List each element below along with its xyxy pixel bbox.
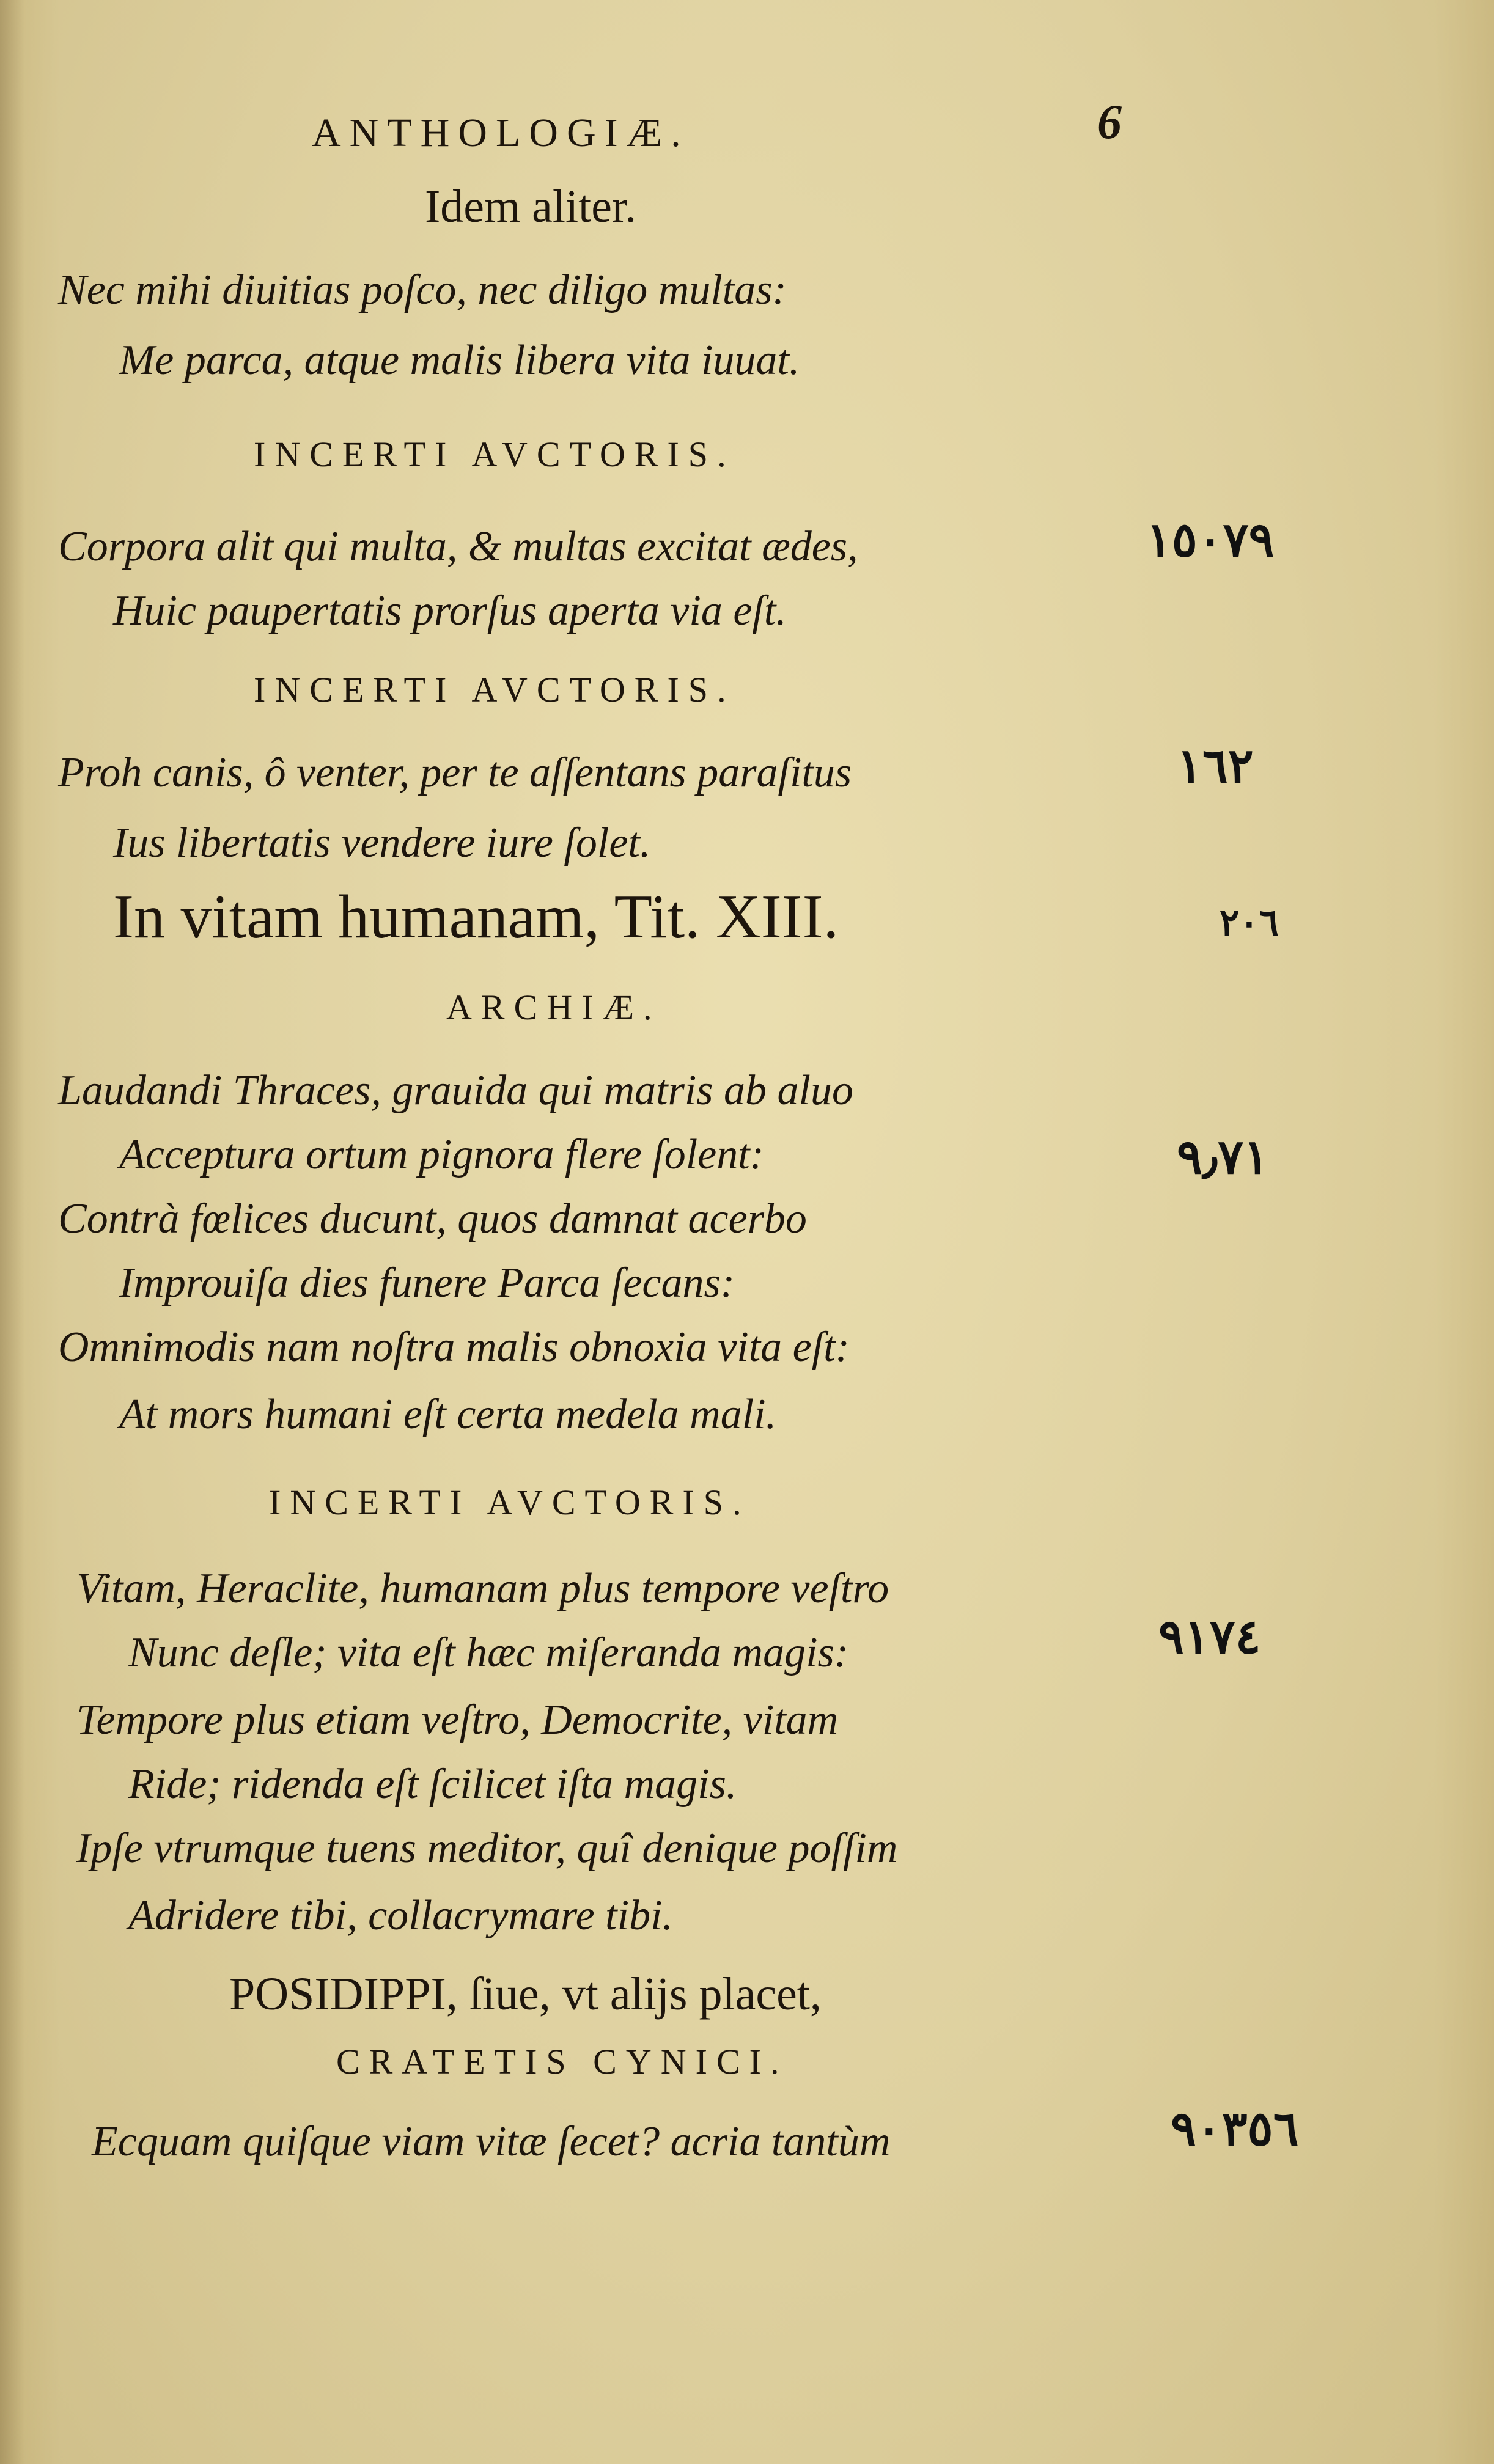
section-title-in-vitam-humanam: In vitam humanam, Tit. XIII. (113, 882, 839, 952)
section-title-posidippi: POSIDIPPI, ſiue, vt alijs placet, (229, 1968, 822, 2020)
verse-line: Acceptura ortum pignora flere ſolent: (119, 1131, 764, 1178)
verse-line: Me parca, atque malis libera vita iuuat. (119, 337, 800, 384)
marginal-note: ٢٠٦ (1220, 901, 1279, 944)
section-title-idem-aliter: Idem aliter. (425, 181, 637, 232)
verse-line: Improuiſa dies funere Parca ſecans: (119, 1260, 735, 1307)
verse-line: Huic paupertatis prorſus aperta via eſt. (113, 587, 787, 634)
verse-line: Corpora alit qui multa, & multas excitat ædes, (58, 523, 858, 570)
verse-line: Laudandi Thraces, grauida qui matris ab aluo (58, 1067, 853, 1114)
verse-line: Nunc deſle; vita eſt hæc miſeranda magis: (128, 1629, 849, 1676)
verse-line: Nec mihi diuitias poſco, nec diligo multas: (58, 266, 787, 314)
marginal-note: ٩٠٣٥٦ (1171, 2101, 1299, 2157)
marginal-note: ٩١٧٤ (1158, 1609, 1261, 1665)
verse-line: Contrà fœlices ducunt, quos damnat acerbo (58, 1195, 807, 1242)
author-heading: INCERTI AVCTORIS. (254, 435, 735, 474)
page-number: 6 (1097, 95, 1122, 149)
author-heading: INCERTI AVCTORIS. (269, 1483, 751, 1522)
running-head: ANTHOLOGIÆ. (312, 111, 690, 155)
author-heading: INCERTI AVCTORIS. (254, 670, 735, 710)
verse-line: Proh canis, ô venter, per te aſſentans paraſitus (58, 749, 852, 796)
page-gutter-shadow (0, 0, 24, 2464)
marginal-note: ١٦٢ (1177, 738, 1254, 794)
verse-line: Omnimodis nam noſtra malis obnoxia vita eſt: (58, 1324, 850, 1371)
author-heading: ARCHIÆ. (446, 988, 661, 1027)
verse-line: Ecquam quiſque viam vitæ ſecet? acria tantùm (92, 2118, 891, 2165)
verse-line: Adridere tibi, collacrymare tibi. (128, 1892, 674, 1939)
author-heading: CRATETIS CYNICI. (336, 2042, 789, 2081)
marginal-note: ١٥٠٧٩ (1146, 512, 1275, 568)
verse-line: Tempore plus etiam veſtro, Democrite, vitam (76, 1696, 839, 1744)
verse-line: At mors humani eſt certa medela mali. (119, 1391, 777, 1438)
verse-line: Vitam, Heraclite, humanam plus tempore veſtro (76, 1565, 889, 1612)
marginal-note: ٩٫٧١ (1177, 1129, 1270, 1185)
verse-line: Ride; ridenda eſt ſcilicet iſta magis. (128, 1761, 737, 1808)
verse-line: Ipſe vtrumque tuens meditor, quî denique poſſim (76, 1825, 898, 1872)
verse-line: Ius libertatis vendere iure ſolet. (113, 820, 651, 867)
